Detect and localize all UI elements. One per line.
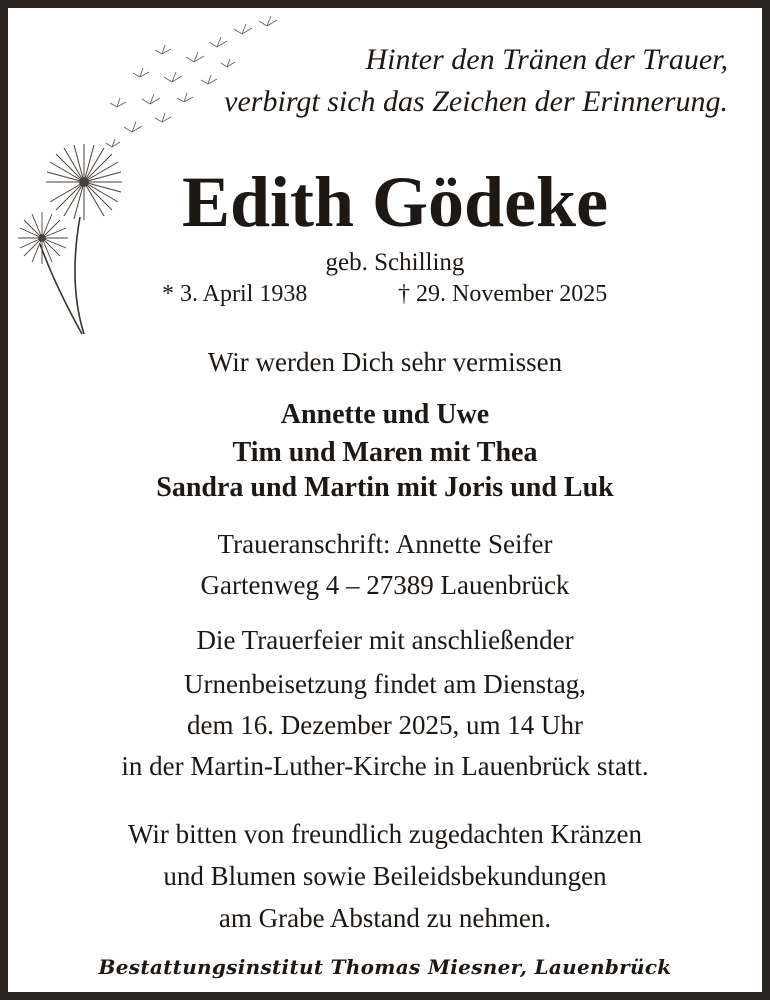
request-line: Wir bitten von freundlich zugedachten Kränzen xyxy=(128,819,642,849)
maiden-name: geb. Schilling xyxy=(325,249,465,276)
death-date: † 29. November 2025 xyxy=(398,281,608,307)
deceased-name: Edith Gödeke xyxy=(181,162,609,242)
ceremony-line: dem 16. Dezember 2025, um 14 Uhr xyxy=(187,710,583,740)
request-line: und Blumen sowie Beileidsbekundungen xyxy=(163,861,607,891)
address-line-2: Gartenweg 4 – 27389 Lauenbrück xyxy=(200,570,570,600)
message: Wir werden Dich sehr vermissen xyxy=(207,347,563,377)
family-line: Sandra und Martin mit Joris und Luk xyxy=(156,472,614,503)
address-line-1: Traueranschrift: Annette Seifer xyxy=(217,529,553,559)
funeral-home: Bestattungsinstitut Thomas Miesner, Lauenbrück xyxy=(98,955,672,979)
family-line: Annette und Uwe xyxy=(280,399,490,430)
birth-date: * 3. April 1938 xyxy=(162,281,308,307)
motto-line-1: Hinter den Tränen der Trauer, xyxy=(365,43,728,76)
ceremony-line: Die Trauerfeier mit anschließender xyxy=(196,625,574,655)
request-line: am Grabe Abstand zu nehmen. xyxy=(218,903,552,933)
ceremony-line: in der Martin-Luther-Kirche in Lauenbrück statt. xyxy=(121,751,649,781)
ceremony-line: Urnenbeisetzung findet am Dienstag, xyxy=(184,669,586,699)
motto-line-2: verbirgt sich das Zeichen der Erinnerung. xyxy=(224,85,728,118)
family-line: Tim und Maren mit Thea xyxy=(232,437,538,468)
